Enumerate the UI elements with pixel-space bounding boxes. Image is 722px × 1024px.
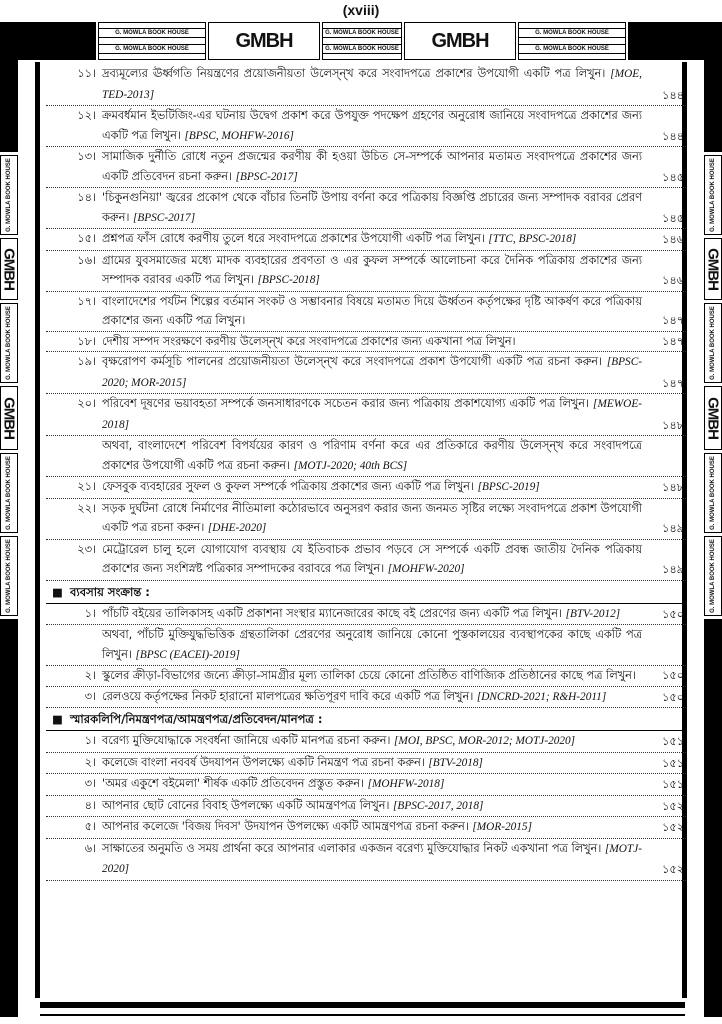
item-question: রেলওয়ে কর্তৃপক্ষের নিকট হারানো মালপত্রের ক্ষতিপূরণ দাবি করে একটি পত্র লিখুন। (102, 689, 474, 703)
item-text (102, 147, 686, 187)
section-heading-text: স্মারকলিপি/নিমন্ত্রণপত্র/আমন্ত্রণপত্র/প্রতিবেদন/মানপত্র : (70, 712, 323, 726)
side-stamp: G. MOWLA BOOK HOUSE (704, 303, 722, 383)
list-item (46, 774, 686, 796)
side-logo: GMBH (0, 386, 18, 450)
item-question: স্কুলের ক্রীড়া-বিভাগের জন্যে ক্রীড়া-সামগ্রীর মূল্য তালিকা চেয়ে কোনো প্রতিষ্ঠিত বাণিজ্যিক প্রতিষ্ঠানের কাছে পত্র লিখুন। (102, 669, 636, 682)
publisher-stamp-text: G. MOWLA BOOK HOUSE (323, 44, 401, 54)
list-item (46, 147, 686, 188)
list-item (46, 499, 686, 540)
side-stamp: G. MOWLA BOOK HOUSE (0, 155, 18, 235)
item-text (102, 394, 686, 435)
table-of-contents (46, 64, 686, 881)
item-question: আপনার ছোট বোনের বিবাহ উপলক্ষ্যে একটি আমন্ত্রণপত্র লিখুন। (102, 798, 390, 812)
item-number: ১। (84, 606, 96, 620)
item-number: ১৫। (77, 232, 96, 245)
item-page-number: ১৪৯ (662, 563, 684, 576)
item-text (102, 540, 686, 580)
item-source: [MEWOE-2018] (102, 398, 642, 431)
item-source: [MOI, BPSC, MOR-2012; MOTJ-2020] (394, 735, 576, 747)
item-number: ৩। (84, 777, 96, 790)
item-text (102, 839, 686, 880)
item-source: [DNCRD-2021; R&H-2011] (476, 690, 607, 703)
side-black-block (0, 619, 18, 1017)
item-source: [BPSC, MOHFW-2016] (184, 129, 294, 142)
list-item (46, 394, 686, 436)
item-page-number: ১৫১ (662, 735, 684, 748)
square-bullet-icon: ■ (52, 584, 63, 599)
item-source: [BPSC-2017, 2018] (393, 799, 484, 812)
list-item (46, 332, 686, 353)
item-question: অথবা, পাঁচটি মুক্তিযুদ্ধভিত্তিক গ্রন্থতালিকা প্রেরণের অনুরোধ জানিয়ে কোনো পুস্তকালয়ের ব্যবস্থাপকের কাছে একটি পত্র লিখুন। (102, 628, 642, 661)
item-question: বৃক্ষরোপণ কর্মসূচি পালনের প্রয়োজনীয়তা উলেস্ন্খ করে সংবাদপত্রে প্রকাশ উপযোগী একটি পত্র রচনা করুন। (102, 355, 603, 368)
item-source: [MOTJ-2020] (102, 842, 642, 875)
publisher-header-band (10, 22, 710, 60)
item-number: ১। (84, 734, 96, 747)
item-text (102, 188, 686, 228)
item-text (102, 796, 686, 817)
item-number: ২২। (77, 501, 96, 515)
item-text (102, 106, 686, 146)
publisher-stamp (322, 22, 402, 60)
item-number: ১৯। (77, 355, 96, 368)
item-number: ২৩। (77, 542, 96, 556)
page-number: (xviii) (342, 2, 380, 18)
item-source: [MOE, TED-2013] (102, 68, 642, 101)
item-page-number: ১৪৭ (661, 314, 684, 327)
item-page-number: ১৫১ (662, 756, 684, 770)
header-black-block (628, 22, 710, 60)
item-text (102, 499, 686, 539)
item-page-number: ১৪৪ (662, 129, 684, 143)
item-source: [BTV-2018] (428, 756, 483, 769)
item-page-number: ১৫২ (661, 863, 684, 876)
publisher-stamp-text: G. MOWLA BOOK HOUSE (323, 28, 401, 38)
item-text (102, 251, 686, 291)
item-question: পরিবেশ দূষণের ভয়াবহতা সম্পর্কে জনসাধারণকে সচেতন করার জন্য পত্রিকায় প্রকাশযোগ্য একটি পত্র লিখুন। (102, 397, 590, 410)
list-item (46, 251, 686, 292)
item-text (102, 753, 686, 774)
item-number: ২। (84, 755, 96, 769)
item-number: ৩। (84, 689, 96, 703)
item-page-number: ১৪৮ (662, 481, 684, 494)
item-page-number: ১৪৪ (662, 88, 684, 102)
item-page-number: ১৫০ (661, 607, 684, 621)
side-black-block (704, 619, 722, 1017)
side-stamp: G. MOWLA BOOK HOUSE (0, 536, 18, 616)
item-question: সড়ক দুর্ঘটনা রোধে নির্মাণের নীতিমালা কঠোরভাবে অনুসরণ করার জন্য জনমত সৃষ্টির লক্ষ্যে সংবাদপত্রে প্রকাশ উপযোগী একটি পত্র রচনা করুন। (102, 501, 642, 534)
list-item (46, 666, 686, 687)
list-item (46, 229, 686, 251)
list-item (46, 477, 686, 499)
item-question: দ্রব্যমূল্যের ঊর্ধ্বগতি নিয়ন্ত্রণের প্রয়োজনীয়তা উলেস্ন্খ করে সংবাদপত্রে প্রকাশের উপযোগী একটি পত্র লিখুন। (102, 67, 606, 80)
item-source: [MOTJ-2020; 40th BCS] (293, 459, 408, 472)
item-text (102, 774, 686, 795)
item-number: ১৪। (77, 191, 96, 204)
side-stamp: G. MOWLA BOOK HOUSE (0, 303, 18, 383)
list-item (46, 731, 686, 753)
side-stamp: G. MOWLA BOOK HOUSE (0, 453, 18, 533)
list-item (46, 292, 686, 332)
item-source: [BPSC-2017] (235, 170, 298, 183)
item-page-number: ১৪৬ (661, 233, 684, 246)
item-source: [BTV-2012] (565, 607, 621, 620)
list-item (46, 64, 686, 106)
list-item (46, 687, 686, 709)
item-source: [BPSC-2019] (477, 481, 540, 493)
item-question: গ্রামের যুবসমাজের মধ্যে মাদক ব্যবহারের প্রবণতা ও এর কুফল সম্পর্কে আলোচনা করে দৈনিক পত্রিকায় প্রকাশের জন্য সম্পাদক বরাবর একটি পত্র লিখুন। (102, 253, 642, 286)
square-bullet-icon: ■ (52, 712, 63, 726)
item-number: ২। (84, 669, 96, 682)
item-page-number: ১৪৬ (661, 274, 684, 287)
side-logo: GMBH (704, 386, 722, 450)
publisher-stamp-text: G. MOWLA BOOK HOUSE (519, 44, 625, 54)
list-item (46, 839, 686, 881)
list-item (46, 436, 686, 477)
item-question: আপনার কলেজে 'বিজয় দিবস' উদযাপন উপলক্ষ্যে একটি আমন্ত্রণপত্র রচনা করুন। (102, 820, 469, 833)
item-page-number: ১৫০ (661, 669, 684, 682)
list-item (46, 625, 686, 666)
item-page-number: ১৫০ (661, 690, 684, 704)
item-number: ১১। (77, 67, 96, 80)
item-page-number: ১৪৫ (662, 170, 684, 184)
item-text (102, 477, 686, 498)
item-question: অথবা, বাংলাদেশে পরিবেশ বিপর্যয়ের কারণ ও পরিণাম বর্ণনা করে এর প্রতিকারে করণীয় উলেস্ন্খ করে সংবাদপত্রে প্রকাশের উপযোগী একটি পত্র রচনা করুন। (102, 439, 642, 472)
publisher-logo: GMBH (404, 22, 516, 60)
item-number: ১২। (77, 109, 96, 122)
section-heading-text: ব্যবসায় সংক্রান্ত : (70, 584, 150, 599)
item-text (102, 625, 686, 665)
item-text (102, 292, 686, 331)
item-question: সাক্ষাতের অনুমতি ও সময় প্রার্থনা করে আপনার এলাকার একজন বরেণ্য মুক্তিযোদ্ধার নিকট একখানা পত্র লিখুন। (102, 841, 602, 855)
item-question: 'অমর একুশে বইমেলা' শীর্ষক একটি প্রতিবেদন প্রস্তুত করুন। (102, 777, 364, 790)
item-question: বরেণ্য মুক্তিযোদ্ধাকে সংবর্ধনা জানিয়ে একটি মানপত্র রচনা করুন। (102, 734, 391, 747)
item-page-number: ১৫১ (662, 778, 684, 791)
item-question: পাঁচটি বইয়ের তালিকাসহ একটি প্রকাশনা সংস্থার ম্যানেজারের কাছে বই প্রেরণের জন্য একটি পত্র লিখুন। (102, 606, 562, 620)
item-text (102, 666, 686, 686)
item-text (102, 229, 686, 250)
list-item (46, 188, 686, 229)
section-heading (46, 581, 686, 604)
side-black-block (0, 22, 18, 152)
item-page-number: ১৪৭ (661, 376, 684, 390)
item-number: ১৮। (77, 334, 96, 348)
item-question: বাংলাদেশের পর্যটন শিল্পের বর্তমান সংকট ও সম্ভাবনার বিষয়ে মতামত দিয়ে ঊর্ধ্বতন কর্তৃপক্ষের দৃষ্টি আকর্ষণ করে পত্রিকায় প্রকাশের জন্য একটি পত্র লিখুন। (102, 294, 642, 327)
item-source: [BPSC-2018] (257, 274, 320, 286)
item-text (102, 352, 686, 393)
item-number: ১৭। (77, 294, 96, 308)
item-text (102, 604, 686, 625)
item-question: প্রশ্নপত্র ফাঁস রোধে করণীয় তুলে ধরে সংবাদপত্রে প্রকাশের উপযোগী একটি পত্র লিখুন। (102, 232, 485, 245)
header-black-block (10, 22, 96, 60)
side-black-block (704, 22, 722, 152)
publisher-logo: GMBH (208, 22, 320, 60)
item-source: [BPSC-2017] (132, 211, 196, 224)
section-heading (46, 708, 686, 731)
list-item (46, 817, 686, 839)
item-question: 'চিকুনগুনিয়া' জ্বরের প্রকোপ থেকে বাঁচার তিনটি উপায় বর্ণনা করে পত্রিকায় বিজ্ঞপ্তি প্রচারের জন্য সম্পাদক বরাবর প্রেরণ করুন। (102, 191, 642, 224)
list-item (46, 753, 686, 775)
item-question: কলেজে বাংলা নববর্ষ উদযাপন উপলক্ষ্যে একটি নিমন্ত্রণ পত্র রচনা করুন। (102, 755, 425, 769)
item-page-number: ১৪৮ (662, 418, 684, 432)
item-text (102, 436, 686, 476)
item-question: ফেসবুক ব্যবহারের সুফল ও কুফল সম্পর্কে পত্রিকায় প্রকাশের জন্য একটি পত্র লিখুন। (102, 480, 474, 493)
item-number: ৫। (84, 820, 96, 833)
bottom-rule (40, 1002, 685, 1008)
item-source: [BPSC (EACEI)-2019] (135, 648, 240, 661)
item-text (102, 64, 686, 105)
list-item (46, 106, 686, 147)
list-item (46, 796, 686, 818)
item-text (102, 332, 686, 352)
item-question: দেশীয় সম্পদ সংরক্ষণে করণীয় উলেস্ন্খ করে সংবাদপত্রে প্রকাশের জন্য একখানা পত্র লিখুন। (102, 334, 516, 348)
item-page-number: ১৪৯ (662, 522, 684, 535)
side-stamp: G. MOWLA BOOK HOUSE (704, 453, 722, 533)
item-number: ২১। (77, 480, 96, 493)
publisher-stamp (98, 22, 206, 60)
item-source: [MOHFW-2018] (367, 778, 445, 790)
item-page-number: ১৪৭ (661, 334, 684, 348)
item-source: [BPSC-2020; MOR-2015] (102, 356, 643, 389)
item-number: ৪। (84, 798, 96, 812)
list-item (46, 352, 686, 394)
item-number: ২০। (77, 397, 96, 410)
item-page-number: ১৫২ (661, 799, 684, 813)
item-source: [MOHFW-2020] (387, 563, 465, 575)
item-question: মেট্রোরেল চালু হলে যোগাযোগ ব্যবস্থায় যে ইতিবাচক প্রভাব পড়বে সে সম্পর্কে একটি প্রবন্ধ জাতীয় দৈনিক পত্রিকায় প্রকাশের জন্য সংশিস্নষ্ট পত্রিকার সম্পাদকের বরাবরে পত্র লিখুন। (102, 542, 642, 575)
bottom-rule (40, 1014, 685, 1016)
item-source: [DHE-2020] (207, 522, 267, 534)
list-item (46, 540, 686, 581)
item-page-number: ১৫২ (661, 821, 684, 834)
list-item (46, 604, 686, 626)
publisher-stamp-text: G. MOWLA BOOK HOUSE (99, 44, 205, 54)
item-source: [TTC, BPSC-2018] (488, 233, 577, 245)
item-number: ৬। (84, 841, 96, 855)
side-stamp: G. MOWLA BOOK HOUSE (704, 536, 722, 616)
side-stamp: G. MOWLA BOOK HOUSE (704, 155, 722, 235)
item-text (102, 817, 686, 838)
item-question: ক্রমবর্ধমান ইভটিজিং-এর ঘটনায় উদ্বেগ প্রকাশ করে উপযুক্ত পদক্ষেপ গ্রহণের অনুরোধ জানিয়ে সংবাদপত্রে প্রকাশের জন্য একটি পত্র লিখুন। (102, 109, 642, 142)
item-text (102, 731, 686, 752)
side-logo: GMBH (0, 238, 18, 300)
item-text (102, 687, 686, 708)
item-number: ১৩। (77, 150, 96, 163)
item-number: ১৬। (77, 253, 96, 267)
item-source: [MOR-2015] (472, 821, 532, 833)
item-question: সামাজিক দুর্নীতি রোধে নতুন প্রজন্মের করণীয় কী হওয়া উচিত সে-সম্পর্কে আপনার মতামত সংবাদপত্রে প্রকাশের জন্য একটি প্রতিবেদন রচনা করুন। (102, 150, 642, 183)
publisher-stamp-text: G. MOWLA BOOK HOUSE (99, 28, 205, 38)
publisher-stamp (518, 22, 626, 60)
item-page-number: ১৪৫ (662, 211, 684, 225)
publisher-stamp-text: G. MOWLA BOOK HOUSE (519, 28, 625, 38)
side-logo: GMBH (704, 238, 722, 300)
